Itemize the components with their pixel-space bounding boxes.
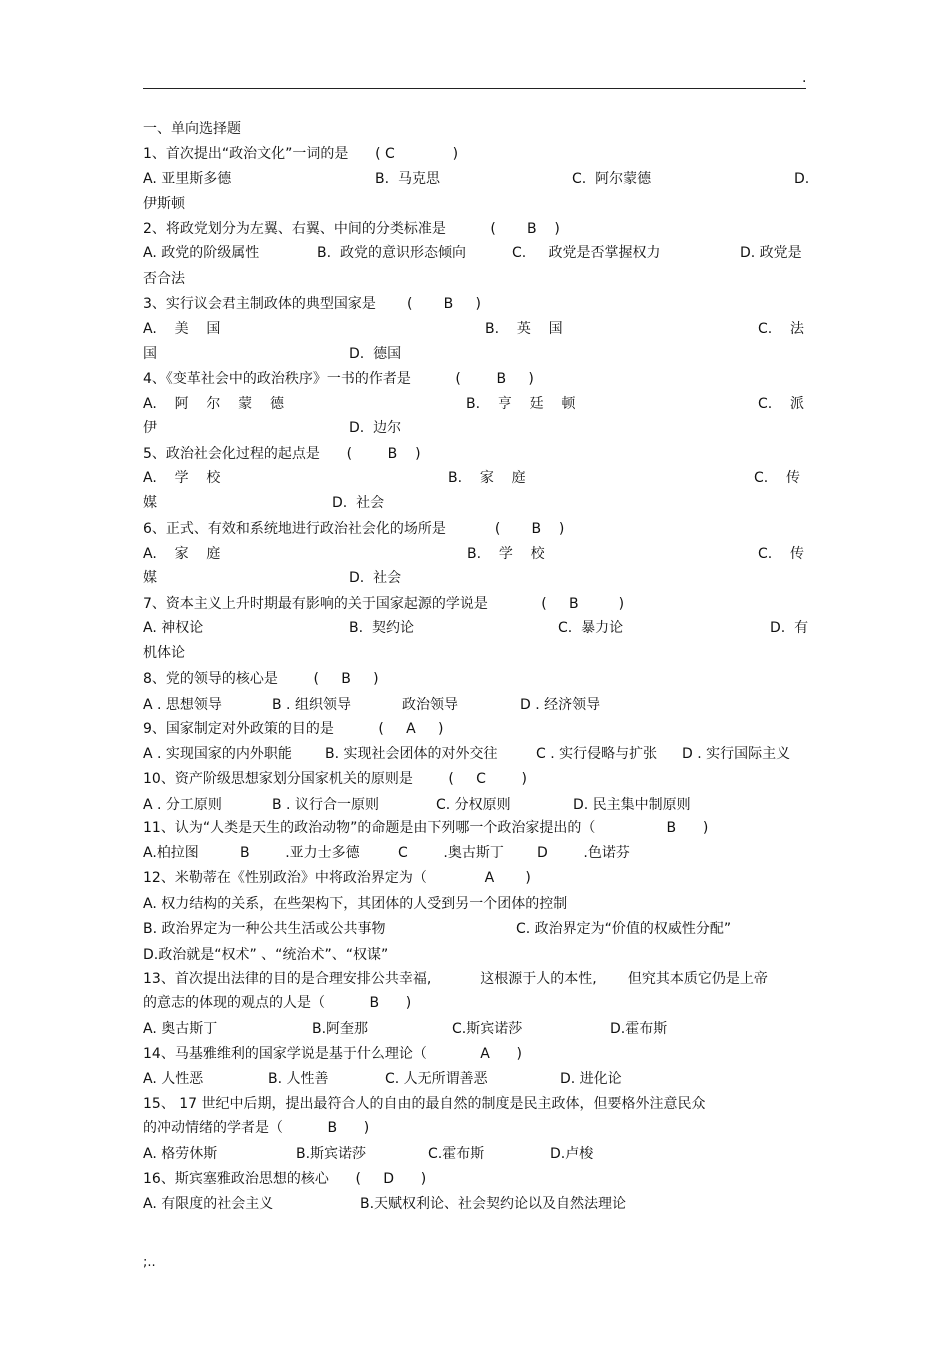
q3-option-d: D. 德国 bbox=[349, 346, 402, 362]
q4-option-b: B. 亨 廷 顿 bbox=[466, 396, 576, 412]
q2-option-a: A. 政党的阶级属性 bbox=[143, 245, 260, 261]
q8-option-c: 政治领导 bbox=[402, 697, 458, 713]
question-1: 1、首次提出“政治文化”一词的是 ( C ) bbox=[143, 146, 459, 162]
q14-option-b: B. 人性善 bbox=[268, 1071, 329, 1087]
q2-option-c: C. 政党是否掌握权力 bbox=[512, 245, 661, 261]
q9-option-b: B. 实现社会团体的对外交往 bbox=[325, 746, 498, 762]
q16-option-a: A. 有限度的社会主义 bbox=[143, 1196, 274, 1212]
q5-option-b: B. 家 庭 bbox=[448, 470, 526, 486]
question-8: 8、党的领导的核心是 ( B ) bbox=[143, 671, 379, 687]
q3-option-b: B. 英 国 bbox=[485, 321, 563, 337]
q7-option-a: A. 神权论 bbox=[143, 620, 204, 636]
question-16: 16、斯宾塞雅政治思想的核心 ( D ) bbox=[143, 1171, 427, 1187]
q7-option-c: C. 暴力论 bbox=[558, 620, 624, 636]
question-13-line1: 13、首次提出法律的目的是合理安排公共幸福, 这根源于人的本性, 但究其本质它仍是上帝 bbox=[143, 971, 768, 987]
q16-option-b: B.天赋权利论、社会契约论以及自然法理论 bbox=[360, 1196, 627, 1212]
header-rule bbox=[143, 88, 806, 89]
question-13-line2: 的意志的体现的观点的人是（ B ) bbox=[143, 995, 412, 1011]
question-9: 9、国家制定对外政策的目的是 ( A ) bbox=[143, 721, 444, 737]
q1-option-b: B. 马克思 bbox=[375, 171, 440, 187]
q13-option-b: B.阿奎那 bbox=[312, 1021, 369, 1037]
section-title: 一、单向选择题 bbox=[143, 121, 241, 137]
q12-option-c: C. 政治界定为“价值的权威性分配” bbox=[516, 921, 732, 937]
q1-option-d-cont: 伊斯顿 bbox=[143, 196, 185, 212]
q3-option-a: A. 美 国 bbox=[143, 321, 221, 337]
q12-option-b: B. 政治界定为一种公共生活或公共事物 bbox=[143, 921, 386, 937]
q1-option-c: C. 阿尔蒙德 bbox=[572, 171, 652, 187]
q4-option-a: A. 阿 尔 蒙 德 bbox=[143, 396, 284, 412]
q14-option-d: D. 进化论 bbox=[560, 1071, 622, 1087]
q11-option-b: B .亚力士多德 bbox=[240, 845, 360, 861]
q15-option-a: A. 格劳休斯 bbox=[143, 1146, 218, 1162]
q8-option-d: D . 经济领导 bbox=[520, 697, 601, 713]
q11-option-c: C .奥古斯丁 bbox=[398, 845, 504, 861]
question-5: 5、政治社会化过程的起点是 ( B ) bbox=[143, 446, 421, 462]
q12-option-a: A. 权力结构的关系，在些架构下，其团体的人受到另一个团体的控制 bbox=[143, 896, 568, 912]
q12-option-d: D.政治就是“权术” 、“统治术”、“权谋” bbox=[143, 947, 389, 963]
q14-option-a: A. 人性恶 bbox=[143, 1071, 204, 1087]
q10-option-c: C. 分权原则 bbox=[436, 797, 511, 813]
question-14: 14、马基雅维利的国家学说是基于什么理论（ A ) bbox=[143, 1046, 522, 1062]
question-12: 12、米勒蒂在《性别政治》中将政治界定为（ A ) bbox=[143, 870, 531, 886]
q7-option-d-cont: 机体论 bbox=[143, 645, 185, 661]
question-11: 11、认为“人类是天生的政治动物”的命题是由下列哪一个政治家提出的（ B ) bbox=[143, 820, 709, 836]
question-15-line1: 15、 17 世纪中后期，提出最符合人的自由的最自然的制度是民主政体，但要格外注意民众 bbox=[143, 1096, 706, 1112]
q9-option-d: D . 实行国际主义 bbox=[682, 746, 791, 762]
q10-option-a: A . 分工原则 bbox=[143, 797, 222, 813]
q6-option-b: B. 学 校 bbox=[467, 546, 545, 562]
q1-option-a: A. 亚里斯多德 bbox=[143, 171, 232, 187]
q2-option-d-cont: 否合法 bbox=[143, 271, 185, 287]
q7-option-b: B. 契约论 bbox=[349, 620, 414, 636]
q13-option-c: C.斯宾诺莎 bbox=[452, 1021, 523, 1037]
header-dot: . bbox=[802, 70, 807, 86]
q3-option-c: C. 法 bbox=[758, 321, 805, 337]
q5-option-a: A. 学 校 bbox=[143, 470, 221, 486]
q9-option-c: C . 实行侵略与扩张 bbox=[536, 746, 658, 762]
q8-option-a: A . 思想领导 bbox=[143, 697, 222, 713]
q1-option-d: D. bbox=[794, 171, 810, 187]
question-4: 4、《变革社会中的政治秩序》一书的作者是 ( B ) bbox=[143, 371, 534, 387]
question-6: 6、正式、有效和系统地进行政治社会化的场所是 ( B ) bbox=[143, 521, 565, 537]
q15-option-d: D.卢梭 bbox=[550, 1146, 594, 1162]
q11-option-a: A.柏拉图 bbox=[143, 845, 199, 861]
q10-option-b: B . 议行合一原则 bbox=[272, 797, 379, 813]
q6-option-c-cont: 媒 bbox=[143, 570, 157, 586]
question-10: 10、资产阶级思想家划分国家机关的原则是 ( C ) bbox=[143, 771, 527, 787]
question-15-line2: 的冲动情绪的学者是（ B ) bbox=[143, 1120, 370, 1136]
question-2: 2、将政党划分为左翼、右翼、中间的分类标准是 ( B ) bbox=[143, 221, 560, 237]
q4-option-c-cont: 伊 bbox=[143, 420, 157, 436]
q5-option-c-cont: 媒 bbox=[143, 495, 157, 511]
q8-option-b: B . 组织领导 bbox=[272, 697, 351, 713]
q5-option-d: D. 社会 bbox=[332, 495, 385, 511]
q6-option-a: A. 家 庭 bbox=[143, 546, 221, 562]
q13-option-d: D.霍布斯 bbox=[610, 1021, 668, 1037]
q2-option-d: D. 政党是 bbox=[740, 245, 802, 261]
q4-option-c: C. 派 bbox=[758, 396, 805, 412]
q2-option-b: B. 政党的意识形态倾向 bbox=[317, 245, 466, 261]
q10-option-d: D. 民主集中制原则 bbox=[573, 797, 691, 813]
q11-option-d: D .色诺芬 bbox=[537, 845, 630, 861]
q7-option-d: D. 有 bbox=[770, 620, 809, 636]
q13-option-a: A. 奥古斯丁 bbox=[143, 1021, 218, 1037]
q6-option-c: C. 传 bbox=[758, 546, 805, 562]
q9-option-a: A . 实现国家的内外职能 bbox=[143, 746, 292, 762]
footer-mark: ;.. bbox=[143, 1255, 156, 1270]
q4-option-d: D. 边尔 bbox=[349, 420, 402, 436]
q15-option-c: C.霍布斯 bbox=[428, 1146, 485, 1162]
q15-option-b: B.斯宾诺莎 bbox=[296, 1146, 367, 1162]
q3-option-c-cont: 国 bbox=[143, 346, 157, 362]
q6-option-d: D. 社会 bbox=[349, 570, 402, 586]
question-3: 3、实行议会君主制政体的典型国家是 ( B ) bbox=[143, 296, 481, 312]
q5-option-c: C. 传 bbox=[754, 470, 801, 486]
question-7: 7、资本主义上升时期最有影响的关于国家起源的学说是 ( B ) bbox=[143, 596, 625, 612]
q14-option-c: C. 人无所谓善恶 bbox=[385, 1071, 488, 1087]
